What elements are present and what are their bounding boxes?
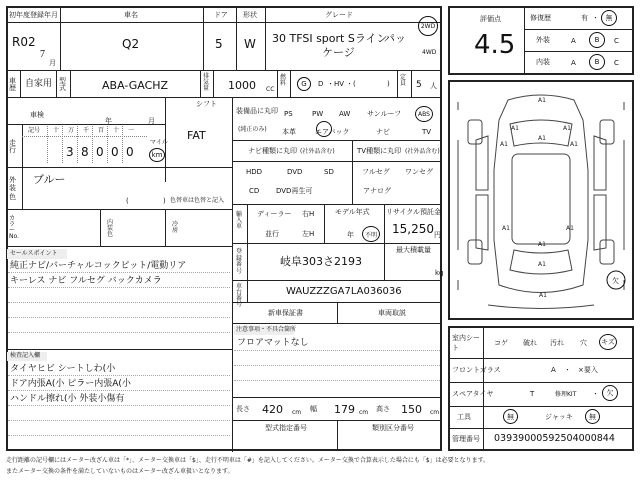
import-left-hand: 左H — [302, 230, 315, 238]
divider — [60, 6, 61, 70]
wheel-fr — [600, 120, 614, 144]
reg-month-unit: 月 — [49, 59, 56, 67]
divider — [22, 124, 23, 167]
control-label: 管理番号 — [452, 435, 480, 443]
divider — [22, 167, 23, 209]
ruled-line — [8, 420, 230, 421]
damage-a1: A1 — [563, 125, 571, 132]
length-unit: cm — [292, 409, 302, 416]
grade-line1: 30 TFSI sport Sライン — [272, 32, 388, 45]
divider — [232, 140, 442, 141]
mile-label: マイル — [150, 139, 168, 146]
divider — [524, 29, 634, 30]
equip-pw: PW — [312, 110, 324, 118]
divider — [6, 246, 232, 247]
inspector-line-1: タイヤヒビ シートしわ(小 — [10, 364, 116, 374]
mileage-unit-header: 一 — [128, 127, 135, 134]
mileage-letter-header: 記号 — [28, 127, 41, 134]
equipment-sub: (純正のみ) — [238, 126, 267, 133]
exterior-label: 外装 — [536, 36, 550, 44]
reg-month-value: 7 — [40, 49, 45, 60]
divider — [20, 70, 21, 97]
inspector-line-2: ドア内張A(小 ピラー内張A(小 — [10, 379, 131, 389]
warranty-label: 新車保証書 — [268, 309, 303, 317]
footer-line-1: 走行距離の記号欄にはメーター改ざん車は「*」、メーター交換車は「$」、走行不明車は「#」を記入してください。メーター交換で合算表示した場合にも「$」は必要となります。 — [6, 457, 490, 464]
mileage-header-divider — [22, 136, 147, 137]
interior-b-circled: B — [589, 54, 605, 70]
equip-leather: 本革 — [282, 128, 296, 136]
navi-dvd: DVD — [287, 168, 303, 176]
navi-cd: CD — [249, 187, 260, 195]
interior-label: 内装 — [536, 58, 550, 66]
divider — [247, 243, 248, 280]
divider — [6, 349, 232, 350]
color-paren: ( — [126, 197, 129, 205]
color-no-label: カラーNo. — [9, 215, 19, 240]
spare-repair-kit: 修理KIT — [555, 391, 577, 398]
divider — [524, 6, 525, 75]
ruled-line — [8, 405, 230, 406]
fuel-paren: ・( — [346, 80, 356, 88]
damage-a1: A1 — [538, 97, 546, 104]
control-number: 03939000592504000844 — [494, 433, 615, 444]
fuel-hv: ・HV — [327, 80, 345, 88]
car-name-label: 車名 — [124, 11, 138, 19]
length-value: 420 — [262, 403, 283, 416]
divider — [265, 6, 266, 70]
ruled-line — [8, 272, 230, 273]
jack-label: ジャッキ — [545, 413, 573, 421]
capacity-label: 定員 — [400, 74, 407, 87]
tv-fullseg: フルセグ — [362, 168, 390, 176]
height-unit: cm — [430, 409, 440, 416]
divider — [448, 382, 634, 383]
divider — [232, 161, 442, 162]
height-label: 高さ — [376, 405, 390, 413]
color-note: 色替車は色替と記入 — [170, 197, 225, 204]
equip-airbag: エアバック — [315, 128, 350, 136]
import-label: 輸入車 — [236, 211, 243, 230]
equip-sunroof: サンルーフ — [367, 110, 402, 118]
door-label: ドア — [214, 11, 228, 19]
mileage-digit: 3 — [66, 145, 74, 159]
seat-label: 室内シート — [452, 334, 480, 352]
divider — [290, 70, 291, 97]
equip-aw: AW — [339, 110, 351, 118]
exterior-b-circled: B — [589, 32, 605, 48]
navi-title-sub: (社外品含む) — [300, 148, 335, 155]
divider — [213, 70, 214, 97]
max-load-unit: kg — [435, 269, 444, 277]
fuel-g-circled: G — [297, 77, 311, 91]
import-parallel: 並行 — [265, 230, 279, 238]
glass-dot: ・ — [564, 366, 571, 374]
divider — [384, 243, 385, 280]
mileage-cell-divider — [77, 126, 78, 163]
car-name-value: Q2 — [122, 37, 140, 51]
divider — [232, 204, 442, 205]
rear-bumper — [488, 305, 594, 309]
repair-yes: 有 — [581, 14, 588, 22]
recycle-unit: 円 — [434, 231, 441, 239]
divider — [6, 22, 442, 23]
shift-value: FAT — [187, 129, 206, 142]
plate-label: 登録番号 — [236, 248, 243, 275]
tv-title-sub: (社外品含む) — [405, 148, 440, 155]
repair-none-circled: 無 — [601, 10, 617, 26]
damage-a1: A1 — [539, 292, 547, 299]
drive-4wd: 4WD — [422, 49, 437, 56]
color-label: 外装色 — [9, 176, 16, 201]
length-label: 長さ — [236, 405, 250, 413]
left-doors — [476, 136, 488, 250]
seat-hole: 穴 — [580, 339, 587, 347]
divider — [247, 204, 248, 243]
reg-year-label: 初年度登録年月 — [9, 11, 58, 19]
chassis-label: 車台番号 — [236, 283, 243, 308]
manual-label: 車両取説 — [378, 309, 406, 317]
divider — [384, 204, 385, 243]
model-label: 型式 — [59, 77, 66, 92]
shape-label: 形状 — [243, 11, 257, 19]
fuel-label: 燃料 — [280, 74, 287, 87]
damage-a1: A1 — [538, 261, 546, 268]
chassis-value: WAUZZZGA7LA036036 — [286, 286, 402, 297]
glass-a: A — [551, 366, 556, 374]
exterior-a: A — [571, 37, 576, 45]
divider — [337, 302, 338, 323]
ruled-line — [8, 302, 230, 303]
notes-label: 注意事項・不具合箇所 — [236, 326, 297, 333]
sales-point-label: セールスポイント — [10, 250, 58, 257]
spare-dot: ・ — [592, 390, 599, 398]
divider — [397, 70, 398, 97]
color-value: ブルー — [33, 173, 66, 186]
divider — [232, 243, 442, 244]
mileage-digit: 0 — [96, 145, 104, 159]
seat-stain: 汚れ — [550, 339, 564, 347]
divider — [200, 70, 201, 97]
windshield — [510, 120, 572, 146]
model-year-unknown-circled: 不明 — [362, 226, 380, 242]
divider — [203, 6, 204, 70]
displacement-label: 排気量 — [203, 73, 210, 92]
use-label: 車歴 — [9, 77, 16, 92]
right-doors — [594, 136, 606, 250]
jack-none-circled: 無 — [585, 409, 600, 424]
tv-analog: アナログ — [363, 187, 391, 195]
interior-c: C — [614, 59, 619, 67]
mileage-label: 走行 — [9, 139, 16, 154]
mileage-digit: 0 — [111, 145, 119, 159]
car-diagram — [448, 80, 634, 320]
shape-value: W — [244, 37, 256, 51]
seat-scratch-circled: キズ — [599, 334, 617, 350]
divider — [100, 209, 101, 246]
grade-label: グレード — [325, 11, 353, 19]
ruled-line — [8, 375, 230, 376]
km-circled: km — [149, 148, 165, 162]
model-year-label: モデル年式 — [335, 208, 370, 216]
divider — [70, 70, 71, 97]
grade-line2: ケージ — [322, 46, 355, 59]
tv-oneseg: ワンセグ — [405, 168, 433, 176]
seat-tear: 破れ — [523, 339, 537, 347]
score-label: 評価点 — [480, 15, 501, 23]
reg-year-value: R02 — [12, 35, 36, 49]
height-value: 150 — [401, 403, 422, 416]
sales-point-line-1: 純正ナビ/バーチャルコックピット/電動リア — [10, 261, 187, 271]
divider — [352, 140, 353, 204]
divider — [448, 358, 634, 359]
divider — [6, 124, 165, 125]
equip-ps: PS — [284, 110, 293, 118]
shift-label: シフト — [196, 100, 217, 108]
capacity-unit: 人 — [430, 82, 437, 90]
footer-line-2: またメーター交換の条件を満たしていないものはメーター改ざん車扱いとなります。 — [6, 468, 234, 475]
ruled-line — [234, 380, 440, 381]
inspection-month: 月 — [148, 117, 155, 125]
mileage-unit-header: 十 — [113, 127, 120, 134]
divider — [277, 70, 278, 97]
mileage-digit: 8 — [81, 145, 89, 159]
inspector-label: 検査記入欄 — [10, 352, 41, 359]
spare-t: T — [530, 390, 535, 398]
interior-a: A — [571, 59, 576, 67]
tv-title: TV種類に丸印 — [357, 147, 402, 155]
exterior-c: C — [614, 37, 619, 45]
equip-tv: TV — [422, 128, 432, 136]
wheel-rr — [600, 240, 614, 264]
import-dealer: ディーラー — [257, 210, 292, 218]
divider — [6, 167, 232, 168]
wheel-fl — [468, 120, 482, 144]
width-label: 幅 — [310, 405, 317, 413]
damage-a1: A1 — [511, 125, 519, 132]
divider — [232, 280, 442, 281]
divider — [232, 397, 442, 398]
tools-label: 工具 — [457, 413, 471, 421]
ruled-line — [8, 332, 230, 333]
grade-handwritten: パッ — [384, 32, 406, 45]
door-value: 5 — [215, 37, 223, 51]
sales-point-line-2: キーレス ナビ フルセグ バックカメラ — [10, 276, 162, 286]
divider — [324, 204, 325, 243]
divider — [337, 420, 338, 451]
notes-line-1: フロアマットなし — [237, 338, 309, 348]
divider — [448, 406, 634, 407]
mileage-digit: 0 — [126, 145, 134, 159]
ruled-line — [234, 365, 440, 366]
navi-sd: SD — [324, 168, 334, 176]
divider — [6, 97, 442, 98]
navi-dvd-play: DVD再生可 — [276, 187, 313, 195]
divider — [524, 51, 634, 52]
width-unit: cm — [359, 409, 369, 416]
damage-a1: A1 — [500, 141, 508, 148]
mileage-cell-divider — [62, 126, 63, 163]
plate-value: 岐阜303さ2193 — [280, 255, 362, 268]
repair-label: 修復歴 — [530, 14, 551, 22]
aircon-label: 冷房 — [172, 221, 179, 234]
damage-a1: A1 — [538, 135, 546, 142]
mileage-cell-divider — [107, 126, 108, 163]
ruled-line — [8, 287, 230, 288]
spare-missing-circled: 欠 — [602, 385, 618, 401]
divider — [236, 6, 237, 70]
divider — [411, 70, 412, 97]
displacement-value: 1000 — [228, 79, 256, 92]
fuel-paren-close: ) — [387, 80, 390, 88]
divider — [483, 326, 484, 451]
recycle-label: リサイクル預託金 — [386, 208, 442, 216]
class-number-label: 類別区分番号 — [372, 424, 414, 432]
fuel-d: D — [318, 80, 324, 88]
ruled-line — [8, 435, 230, 436]
glass-replace: ×要入 — [578, 366, 598, 374]
interior-color-label: 内装色 — [107, 219, 114, 238]
ruled-line — [8, 317, 230, 318]
damage-a1: A1 — [502, 225, 510, 232]
use-value: 自家用 — [25, 79, 53, 89]
mileage-cell-divider — [122, 126, 123, 163]
damage-a1: A1 — [538, 241, 546, 248]
glass-label: フロントガラス — [452, 366, 501, 374]
mileage-unit-header: 百 — [98, 127, 105, 134]
seat-burn: コゲ — [494, 339, 508, 347]
color-paren-close: ) — [163, 197, 166, 205]
defect-label: 欠 — [612, 277, 619, 285]
type-number-label: 型式指定番号 — [265, 424, 307, 432]
mileage-cell-divider — [92, 126, 93, 163]
width-value: 179 — [334, 403, 355, 416]
inspection-label: 車検 — [30, 111, 44, 119]
equipment-label: 装備品に丸印 — [236, 107, 278, 115]
mileage-unit-header: 千 — [83, 127, 90, 134]
capacity-value: 5 — [416, 80, 422, 90]
divider — [56, 70, 57, 97]
cc-unit: CC — [266, 86, 275, 93]
wheel-rl — [468, 240, 482, 264]
ruled-line — [8, 390, 230, 391]
divider — [232, 97, 233, 452]
mileage-cell-divider — [47, 126, 48, 163]
divider — [448, 428, 634, 429]
recycle-amount: 15,250 — [392, 222, 434, 236]
ruled-line — [234, 350, 440, 351]
navi-title: ナビ種類に丸印 — [248, 147, 297, 155]
equip-navi: ナビ — [376, 128, 390, 136]
divider — [247, 280, 248, 302]
divider — [6, 70, 442, 71]
divider — [232, 323, 442, 324]
import-right-hand: 右H — [302, 210, 315, 218]
damage-a1: A1 — [566, 225, 574, 232]
roof — [512, 154, 570, 244]
score-value: 4.5 — [474, 30, 516, 60]
max-load-label: 最大積載量 — [396, 246, 431, 254]
mileage-unit-header: 万 — [68, 127, 75, 134]
spare-label: スペアタイヤ — [452, 390, 494, 398]
mileage-unit-header: 十 — [53, 127, 60, 134]
inspector-line-3: ハンドル擦れ(小 外装小傷有 — [10, 394, 125, 404]
model-value: ABA-GACHZ — [102, 79, 169, 92]
drive-2wd-circled: 2WD — [418, 16, 438, 36]
model-year-unit: 年 — [347, 231, 354, 239]
navi-hdd: HDD — [246, 168, 263, 176]
tools-none-circled: 無 — [503, 409, 518, 424]
damage-a1: A1 — [570, 141, 578, 148]
divider — [6, 209, 232, 210]
inspection-year: 年 — [105, 117, 112, 125]
divider — [165, 209, 166, 246]
equip-abs-circled: ABS — [415, 106, 433, 122]
